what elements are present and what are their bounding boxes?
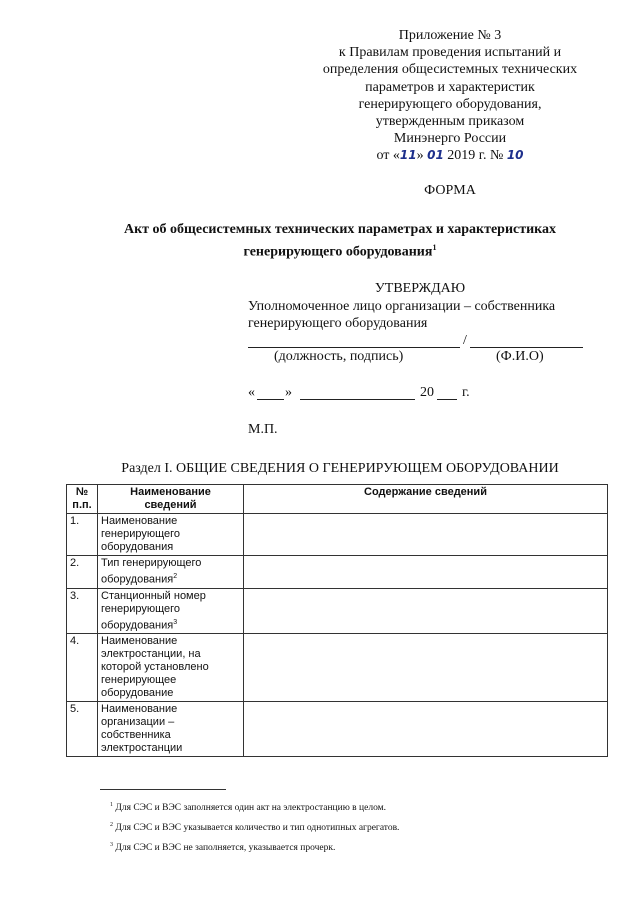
appendix-line: генерирующего оборудования,: [358, 96, 542, 112]
row-name-text: оборудования: [101, 573, 174, 586]
table-row: [67, 556, 608, 589]
signature-separator: /: [463, 333, 467, 348]
handwritten-number: 10: [506, 148, 524, 163]
appendix-line: параметров и характеристик: [365, 79, 535, 95]
signature-field[interactable]: [248, 333, 460, 348]
row-name: [98, 634, 244, 702]
footnote-ref: 1: [432, 243, 437, 252]
appendix-line: утвержденным приказом: [375, 114, 525, 130]
year-prefix: 20: [420, 385, 434, 400]
general-info-table: [66, 484, 608, 757]
row-name-line: генерирующее: [101, 674, 177, 687]
table-row: [67, 514, 608, 556]
footnote-text: Для СЭС и ВЭС указывается количество и тип однотипных агрегатов.: [115, 823, 400, 834]
row-name: [98, 588, 244, 634]
row-name: [98, 514, 244, 556]
row-name-line: генерирующего: [101, 602, 181, 615]
header-text: сведений: [144, 499, 197, 511]
footnote-text: Для СЭС и ВЭС заполняется один акт на электростанцию в целом.: [115, 803, 387, 814]
footnote-divider: [100, 789, 226, 790]
footnote: [110, 842, 335, 853]
row-name-line: собственника: [101, 729, 171, 742]
table-row: [67, 588, 608, 634]
handwritten-month: 01: [427, 148, 444, 163]
row-name-line: электростанции: [101, 742, 183, 755]
footnote-ref: 3: [173, 618, 178, 626]
year-suffix: г.: [462, 385, 470, 400]
full-name-field[interactable]: [470, 333, 583, 348]
table-row: [67, 702, 608, 757]
header-text: Наименование: [130, 486, 211, 498]
date-mid: »: [416, 148, 428, 164]
title-line: Акт об общесистемных технических параметрах и характеристиках: [123, 222, 557, 237]
title-text: генерирующего оборудования: [243, 244, 433, 260]
row-number: 3.: [67, 588, 98, 634]
day-field[interactable]: [257, 385, 284, 400]
row-number: 1.: [67, 514, 98, 556]
row-name-line: Наименование: [101, 635, 178, 648]
appendix-line: Приложение № 3: [398, 28, 502, 43]
header-text: п.п.: [72, 499, 92, 511]
row-name-line: организации –: [101, 716, 175, 729]
header-text: №: [75, 486, 89, 498]
row-content-cell[interactable]: [244, 634, 608, 702]
date-close-quote: »: [285, 385, 292, 400]
header-name: [98, 485, 244, 514]
date-prefix: от «: [376, 148, 400, 164]
document-title: [80, 221, 600, 262]
row-name-line: Наименование: [101, 703, 178, 716]
row-name: [98, 702, 244, 757]
handwritten-day: 11: [399, 148, 417, 163]
row-number: 4.: [67, 634, 98, 702]
title-line: [80, 239, 600, 262]
row-name-line: электростанции, на: [101, 648, 201, 661]
approval-person: [248, 298, 598, 332]
row-name-line: Станционный номер: [101, 589, 206, 602]
row-name-line: [101, 616, 240, 633]
appendix-header: [300, 27, 600, 165]
table-row: [67, 634, 608, 702]
appendix-line: к Правилам проведения испытаний и: [338, 45, 562, 61]
row-name-line: [101, 570, 240, 587]
row-content-cell[interactable]: [244, 556, 608, 589]
row-name-text: оборудования: [101, 619, 174, 632]
row-number: 5.: [67, 702, 98, 757]
month-field[interactable]: [300, 385, 415, 400]
caption-name: (Ф.И.О): [496, 349, 544, 364]
footnote-mark: 2: [110, 822, 113, 828]
approval-line: Уполномоченное лицо организации – собственника: [248, 299, 556, 314]
row-name-line: Наименование: [101, 515, 178, 527]
date-open-quote: «: [248, 385, 255, 400]
stamp-place: М.П.: [248, 422, 278, 437]
footnote: [110, 802, 386, 813]
row-content-cell[interactable]: [244, 702, 608, 757]
row-name-line: Тип генерирующего: [101, 557, 202, 569]
approval-line: генерирующего оборудования: [248, 316, 428, 331]
table-header-row: [67, 485, 608, 514]
footnote-text: Для СЭС и ВЭС не заполняется, указывается прочерк.: [115, 843, 336, 854]
appendix-line: Минэнерго России: [393, 131, 507, 147]
footnote-mark: 1: [110, 802, 113, 808]
row-content-cell[interactable]: [244, 588, 608, 634]
appendix-line: определения общесистемных технических: [322, 62, 578, 78]
footnote-mark: 3: [110, 842, 113, 848]
section-title: Раздел I. ОБЩИЕ СВЕДЕНИЯ О ГЕНЕРИРУЮЩЕМ ОБОРУДОВАНИИ: [121, 461, 559, 476]
header-number: [67, 485, 98, 514]
header-content: Содержание сведений: [244, 485, 608, 514]
row-name-line: оборудование: [101, 687, 174, 700]
row-number: 2.: [67, 556, 98, 589]
row-name-line: оборудования: [101, 541, 174, 553]
row-name-line: генерирующего: [101, 528, 181, 540]
approval-heading: УТВЕРЖДАЮ: [374, 281, 466, 296]
footnote-ref: 2: [173, 573, 178, 580]
footnote: [110, 822, 399, 833]
form-label: ФОРМА: [424, 183, 476, 198]
date-year: 2019 г. №: [443, 148, 507, 164]
caption-position: (должность, подпись): [274, 349, 404, 364]
order-date-line: [300, 147, 600, 164]
year-field[interactable]: [437, 385, 457, 400]
row-name-line: которой установлено: [101, 661, 209, 674]
row-content-cell[interactable]: [244, 514, 608, 556]
row-name: [98, 556, 244, 589]
